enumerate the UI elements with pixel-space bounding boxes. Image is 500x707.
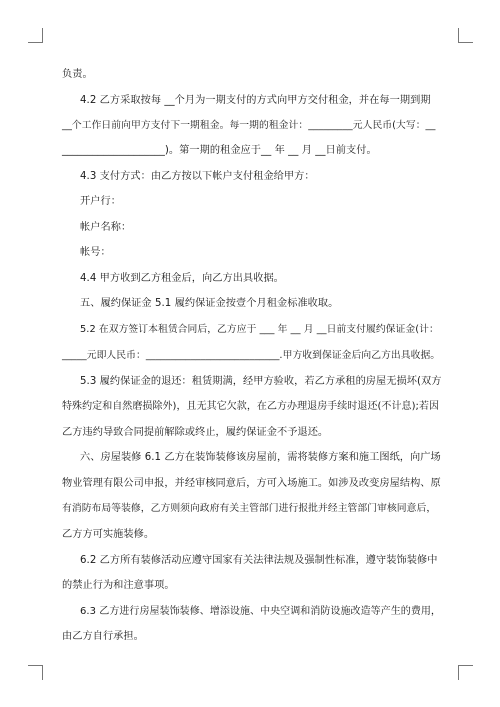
text-line: 6.2 乙方所有装修活动应遵守国家有关法律法规及强制性标准，遵守装饰装修中 — [80, 555, 438, 566]
text-line: 乙方违约导致合同提前解除或终止，履约保证金不予退还。 — [62, 427, 329, 438]
crop-mark-bottom-left — [28, 665, 43, 680]
text-line: __个工作日前向甲方支付下一期租金。每一期的租金计：_________元人民币(大写：__ — [62, 120, 436, 131]
text-line: 5.2 在双方签订本租赁合同后，乙方应于 ___ 年 __ 月 __日前支付履约保证金(计： — [80, 324, 439, 335]
text-line: 有消防布局等装修，乙方则须向政府有关主管部门进行报批并经主管部门审核同意后， — [62, 503, 437, 514]
crop-mark-top-left — [28, 28, 43, 43]
crop-mark-top-right — [458, 28, 473, 43]
section-heading: 五、履约保证金 5.1 履约保证金按壹个月租金标准收取。 — [80, 298, 339, 309]
text-line: 特殊约定和自然磨损除外)，且无其它欠款，在乙方办理退房手续时退还(不计息);若因 — [62, 401, 440, 412]
text-line: 物业管理有限公司申报，并经审核同意后，方可入场施工。如涉及改变房屋结构、原 — [62, 478, 441, 489]
text-line: 由乙方自行承担。 — [62, 631, 144, 642]
text-line: 帐号： — [80, 247, 111, 258]
crop-mark-bottom-right — [458, 665, 473, 680]
text-line: 负责。 — [62, 69, 93, 80]
text-line: 的禁止行为和注意事项。 — [62, 580, 175, 591]
section-heading: 六、房屋装修 6.1 乙方在装饰装修该房屋前，需将装修方案和施工图纸，向广场 — [80, 452, 441, 463]
text-line: 6.3 乙方进行房屋装饰装修、增添设施、中央空调和消防设施改造等产生的费用， — [80, 606, 441, 617]
text-line: 帐户名称： — [80, 222, 132, 233]
text-line: 5.3 履约保证金的退还：租赁期满，经甲方验收，若乙方承租的房屋无损坏(双方 — [80, 376, 442, 387]
text-line: 4.2 乙方采取按每 __个月为一期支付的方式向甲方交付租金，并在每一期到期 — [80, 95, 431, 106]
text-line: 4.3 支付方式：由乙方按以下帐户支付租金给甲方： — [80, 171, 315, 182]
text-line: 开户行： — [80, 196, 121, 207]
text-line: _____元即人民币：___________________________.甲方收到保证金后向乙方出具收据。 — [62, 350, 441, 361]
text-line: 4.4 甲方收到乙方租金后，向乙方出具收据。 — [80, 273, 284, 284]
text-line: 乙方方可实施装修。 — [62, 529, 155, 540]
text-line: ____________________)。第一期的租金应于__ 年 __ 月 __日前支付。 — [62, 145, 377, 156]
